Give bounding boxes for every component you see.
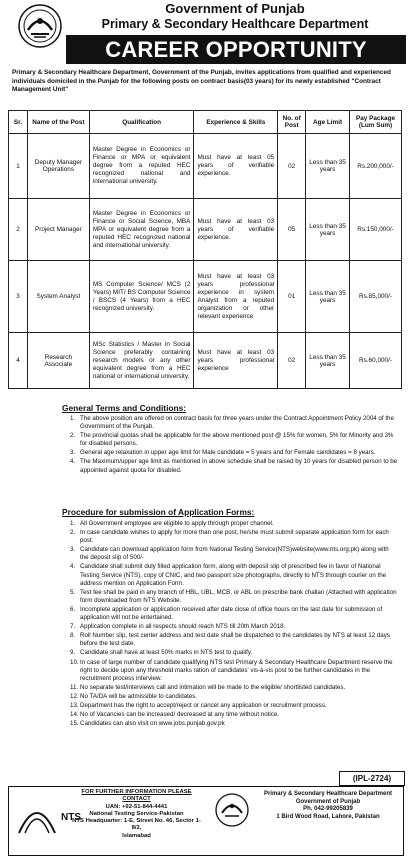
col-header-no-of-post: No. of Post bbox=[278, 111, 306, 134]
contact-line: Islamabad bbox=[122, 832, 151, 839]
footer bbox=[8, 786, 404, 856]
list-item: 9. Candidate shall have at least 50% marks in NTS test to qualify. bbox=[70, 649, 253, 657]
cell-age: Less than 35 years bbox=[306, 134, 350, 199]
cell-qualification: MSc Statistics / Master in Social Science preferably containing research models or any other equivalent degree from a HEC national or international university. bbox=[89, 333, 194, 389]
government-title: Government of Punjab bbox=[165, 1, 305, 16]
procedure-heading: Procedure for submission of Application Forms: bbox=[62, 507, 255, 517]
list-item: 7. Application complete in all respects should reach NTS till 20th March 2018. bbox=[70, 623, 286, 631]
list-item: 11. No separate test/interviews call and intimation will be made to the eligible/ shortlisted candidates. bbox=[70, 683, 346, 691]
list-item: 10. In case of large number of candidate qualifying NTS test Primary & Secondary Healthcare Department reserve the right to decide upon any threshold marks ration of candidates' vis-à-vis post to be further candidates in the recruitment process interview. bbox=[70, 658, 393, 682]
cell-experience: Must have at least 03 years of verifiable experience. bbox=[194, 199, 278, 261]
cell-pay: Rs.60,000/- bbox=[350, 333, 402, 389]
col-header-pay: Pay Package (Lum Sum) bbox=[350, 111, 402, 134]
cell-qualification: MS Computer Science/ MCS (2 Years) MIT/ BS Computer Science / BSCS (4 Years) from a HEC recognized university. bbox=[89, 261, 194, 333]
col-header-experience: Experience & Skills bbox=[194, 111, 278, 134]
list-item: 12. No TA/DA will be admissible to candidates. bbox=[70, 692, 198, 700]
table-row bbox=[9, 199, 402, 261]
contact-line: National Testing Service-Pakistan bbox=[89, 810, 184, 817]
cell-sr: 2 bbox=[9, 199, 28, 261]
punjab-logo-icon bbox=[215, 793, 249, 827]
table-row bbox=[9, 134, 402, 199]
cell-no-of-post: 02 bbox=[278, 333, 306, 389]
list-item-text: General age relaxation in upper age limit for Male candidate = 5 years and for Female candidates = 8 years. bbox=[80, 449, 376, 457]
nts-logo-text: NTS bbox=[61, 812, 81, 823]
cell-sr: 4 bbox=[9, 333, 28, 389]
col-header-age-limit: Age Limit bbox=[306, 111, 350, 134]
list-item: 6. Incomplete application or application received after date close of office hours on the last date for submission of application will not be entertained. bbox=[70, 605, 383, 622]
list-item-text: In case of large number of candidate qualifying NTS test Primary & Secondary Healthcare Department reserve the right to decide upon any threshold marks ration of candidates' vis-à-vis post to be further candidates in the recruitment process interview. bbox=[80, 658, 393, 682]
list-item: 3. General age relaxation in upper age limit for Male candidate = 5 years and for Female candidates = 8 years. bbox=[70, 449, 376, 457]
cell-experience: Must have at least 03 years professional experience bbox=[194, 333, 278, 389]
list-item: 3. Candidate can download application form from National Testing Service(NTS)website(www.nts.org.pk) along with the deposit slip of 500/- bbox=[70, 546, 389, 562]
list-item: 4. The Maximum/upper age limit as mentioned in above schedule shall be raised by 10 years for disabled person to be appointed against quota for disabled. bbox=[70, 458, 398, 474]
cell-qualification: Master Degree in Economics or Finance or Social Science, MBA MPA or equivalent degree from a reputed HEC recognized national and international university. bbox=[89, 199, 194, 261]
nts-logo-icon bbox=[15, 799, 59, 839]
cell-post: Project Manager bbox=[27, 199, 89, 261]
cell-age: Less than 35 years bbox=[306, 261, 350, 333]
department-contact bbox=[255, 791, 401, 821]
list-item: 1. All Government employee are eligible to apply through proper channel. bbox=[70, 520, 274, 527]
list-item-text: No of Vacancies can be increased/ decreased at any time without notice. bbox=[80, 711, 280, 719]
contact-line: NTS Headquarter: 1-E, Street No. 46, Sector 1-8/2, bbox=[72, 818, 201, 832]
department-line: Primary & Secondary Healthcare Department bbox=[263, 791, 393, 797]
list-item-text: All Government employee are eligible to apply through proper channel. bbox=[80, 520, 274, 527]
posts-table bbox=[8, 110, 402, 389]
department-line: 1 Bird Wood Road, Lahore, Pakistan bbox=[276, 813, 380, 820]
table-row bbox=[9, 333, 402, 389]
col-header-post: Name of the Post bbox=[27, 111, 89, 134]
contact-line: UAN: +92-51-844-4441 bbox=[105, 803, 168, 810]
list-item-text: Roll Number slip, test center address and test date shall be dispatched to the candidates by NTS at least 12 days before the test date. bbox=[80, 632, 390, 648]
list-item: 5. Test fee shall be paid in any branch of HBL, UBL, MCB, or ABL on prescribe bank challan (Attached with application form downloaded from NTS Website. bbox=[70, 588, 397, 604]
general-terms-list bbox=[70, 415, 398, 476]
list-item-text: The above position are offered on contract basis for three years under the Contract Appointment Policy 2004 of the Government of the Punjab. bbox=[80, 415, 394, 431]
department-line: Ph. 042-99205839 bbox=[303, 806, 353, 813]
cell-sr: 3 bbox=[9, 261, 28, 333]
cell-experience: Must have at least 03 years professional experience in system Analyst from a reputed organization or other relevant experience bbox=[194, 261, 278, 333]
department-title: Primary & Secondary Healthcare Department bbox=[101, 17, 369, 31]
cell-post: Deputy Manager Operations bbox=[27, 134, 89, 199]
list-item-text: Department has the right to accept/reject or cancel any application or recruitment process. bbox=[80, 701, 327, 709]
table-header-row bbox=[9, 111, 402, 134]
cell-pay: Rs.150,000/- bbox=[350, 199, 402, 261]
punjab-logo-icon bbox=[18, 4, 62, 48]
ipl-code: (IPL-2724) bbox=[339, 771, 405, 786]
procedure-list bbox=[70, 520, 398, 729]
contact-info bbox=[69, 789, 204, 840]
table-row bbox=[9, 261, 402, 333]
cell-experience: Must have at least 05 years of verifiable experience. bbox=[194, 134, 278, 199]
list-item-text: Candidate can download application form from National Testing Service(NTS)website(www.nts.org.pk) along with the deposit slip of 500/- bbox=[80, 546, 389, 562]
list-item: 14. No of Vacancies can be increased/ decreased at any time without notice. bbox=[70, 711, 280, 719]
career-banner: CAREER OPPORTUNITY bbox=[66, 35, 406, 64]
cell-age: Less than 35 years bbox=[306, 333, 350, 389]
cell-no-of-post: 05 bbox=[278, 199, 306, 261]
col-header-sr: Sr. bbox=[9, 111, 28, 134]
list-item-text: In case candidate wishes to apply for more than one post, he/she must submit separate application form for each post. bbox=[80, 529, 389, 545]
col-header-qualification: Qualification bbox=[89, 111, 194, 134]
list-item-text: The Maximum/upper age limit as mentioned in above schedule shall be raised by 10 years for disabled person to be appointed against quota for disabled. bbox=[80, 458, 398, 474]
list-item: 4. Candidate shall submit duly filled application form, along with deposit slip of prescribed fee in favor of National Testing Service (NTS), copy of CNIC, and two passport size photographs, directly to NTS through courier on the address mention on Application Form. bbox=[70, 563, 387, 587]
list-item-text: Incomplete application or application received after date close of office hours on the last date for submission of application will not be entertained. bbox=[80, 605, 383, 622]
list-item: 2. The provincial quotas shall be applicable for the above mentioned post @ 15% for women, 5% for Minority and 3% for disabled persons. bbox=[70, 432, 394, 448]
list-item-text: No separate test/interviews call and intimation will be made to the eligible/ shortlisted candidates. bbox=[80, 683, 346, 691]
list-item: 1. The above position are offered on contract basis for three years under the Contract Appointment Policy 2004 of the Government of the Punjab. bbox=[70, 415, 394, 431]
list-item-text: The provincial quotas shall be applicable for the above mentioned post @ 15% for women, 5% for Minority and 3% for disabled persons. bbox=[80, 432, 394, 448]
list-item-text: Candidate shall have at least 50% marks in NTS test to qualify. bbox=[80, 649, 253, 657]
list-item-text: Test fee shall be paid in any branch of HBL, UBL, MCB, or ABL on prescribe bank challan (Attached with application form downloaded from NTS Website. bbox=[80, 588, 397, 604]
cell-pay: Rs.200,000/- bbox=[350, 134, 402, 199]
list-item-text: No TA/DA will be admissible to candidates. bbox=[80, 692, 198, 700]
cell-age: Less than 35 years bbox=[306, 199, 350, 261]
list-item: 2. In case candidate wishes to apply for more than one post, he/she must submit separate application form for each post. bbox=[70, 529, 389, 545]
cell-qualification: Master Degree in Economics or Finance or MPA or equivalent degree from a reputed HEC recognized national and international university. bbox=[89, 134, 194, 199]
header bbox=[0, 0, 409, 70]
list-item-text: Application complete in all respects should reach NTS till 20th March 2018. bbox=[80, 623, 286, 631]
contact-line: FOR FURTHER INFORMATION PLEASE CONTACT bbox=[81, 789, 192, 803]
general-terms-heading: General Terms and Conditions: bbox=[62, 403, 187, 413]
list-item: 15. Candidates can also visit on www.jobs.punjab.gov.pk bbox=[70, 720, 225, 728]
cell-sr: 1 bbox=[9, 134, 28, 199]
cell-no-of-post: 01 bbox=[278, 261, 306, 333]
list-item-text: Candidates can also visit on www.jobs.punjab.gov.pk bbox=[80, 720, 225, 728]
cell-post: Research Associate bbox=[27, 333, 89, 389]
cell-post: System Analyst bbox=[27, 261, 89, 333]
list-item-text: Candidate shall submit duly filled application form, along with deposit slip of prescribed fee in favor of National Testing Service (NTS), copy of CNIC, and two passport size photographs, directly to NTS through courier on the address mention on Application Form. bbox=[80, 563, 387, 587]
intro-paragraph: Primary & Secondary Healthcare Department, Government of the Punjab, invites applications from qualified and experienced individuals domiciled in the Punjab for the following posts on contract basis(03 years) for its newly established "Contract Management Unit" bbox=[12, 69, 391, 94]
cell-no-of-post: 02 bbox=[278, 134, 306, 199]
department-line: Government of Punjab bbox=[295, 798, 361, 805]
list-item: 8. Roll Number slip, test center address and test date shall be dispatched to the candidates by NTS at least 12 days before the test date. bbox=[70, 632, 390, 648]
cell-pay: Rs.85,000/- bbox=[350, 261, 402, 333]
list-item: 13. Department has the right to accept/reject or cancel any application or recruitment process. bbox=[70, 701, 327, 709]
